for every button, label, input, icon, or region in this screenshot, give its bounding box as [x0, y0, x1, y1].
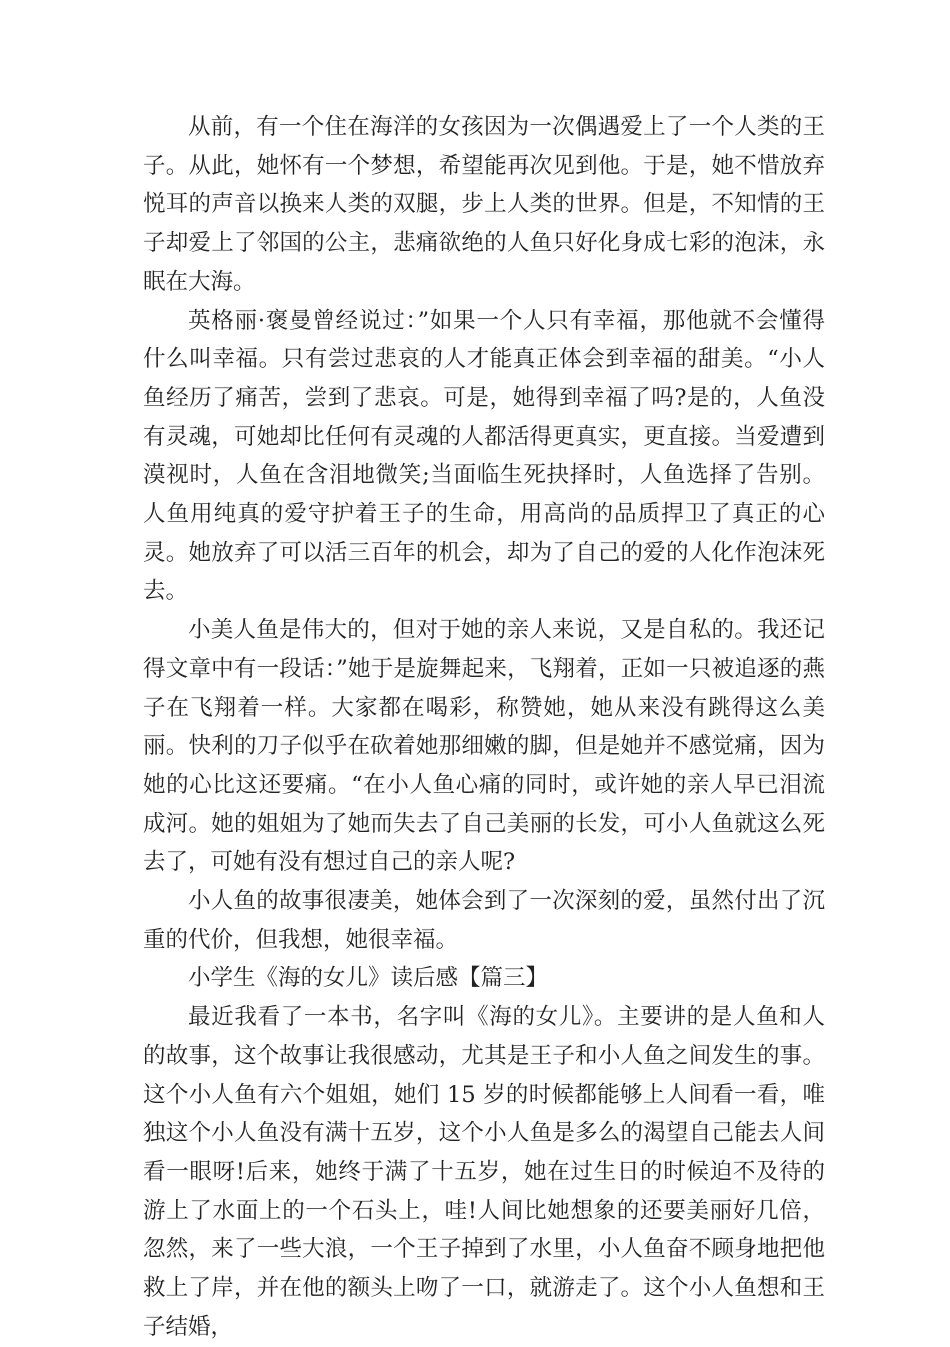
- paragraph-selfish-mermaid: 小美人鱼是伟大的，但对于她的亲人来说，又是自私的。我还记得文章中有一段话：”她于是旋舞起来，飞翔着，正如一只被追逐的燕子在飞翔着一样。大家都在喝彩，称赞她，她从来没有跳得这么美丽。快利的刀子似乎在砍着她那细嫩的脚，但是她并不感觉痛，因为她的心比这还要痛。“在小人鱼心痛的同时，或许她的亲人早已泪流成河。她的姐姐为了她而失去了自己美丽的长发，可小人鱼就这么死去了，可她有没有想过自己的亲人呢?: [143, 617, 825, 876]
- paragraph-conclusion: 小人鱼的故事很凄美，她体会到了一次深刻的爱，虽然付出了沉重的代价，但我想，她很幸福。: [143, 888, 825, 953]
- paragraph-part-three: 最近我看了一本书，名字叫《海的女儿》。主要讲的是人鱼和人的故事，这个故事让我很感动，尤其是王子和小人鱼之间发生的事。这个小人鱼有六个姐姐，她们 15 岁的时候都能够上人间看一看，唯独这个小人鱼没有满十五岁，这个小人鱼是多么的渴望自己能去人间看一眼呀!后来，她终于满了十五岁，她在过生日的时候迫不及待的游上了水面上的一个石头上，哇!人间比她想象的还要美丽好几倍，忽然，来了一些大浪，一个王子掉到了水里，小人鱼奋不顾身地把他救上了岸，并在他的额头上吻了一口，就游走了。这个小人鱼想和王子结婚，: [143, 1004, 825, 1340]
- article-body: [143, 108, 825, 1347]
- paragraph-mermaid-story: 从前，有一个住在海洋的女孩因为一次偶遇爱上了一个人类的王子。从此，她怀有一个梦想，希望能再次见到他。于是，她不惜放弃悦耳的声音以换来人类的双腿，步上人类的世界。但是，不知情的王子却爱上了邻国的公主，悲痛欲绝的人鱼只好化身成七彩的泡沫，永眠在大海。: [143, 114, 825, 295]
- section-heading: 小学生《海的女儿》读后感【篇三】: [188, 965, 549, 992]
- paragraph-ingrid-quote: 英格丽·褒曼曾经说过：”如果一个人只有幸福，那他就不会懂得什么叫幸福。只有尝过悲哀的人才能真正体会到幸福的甜美。“小人鱼经历了痛苦，尝到了悲哀。可是，她得到幸福了吗?是的，人鱼没有灵魂，可她却比任何有灵魂的人都活得更真实，更直接。当爱遭到漠视时，人鱼在含泪地微笑;当面临生死抉择时，人鱼选择了告别。人鱼用纯真的爱守护着王子的生命，用高尚的品质捍卫了真正的心灵。她放弃了可以活三百年的机会，却为了自己的爱的人化作泡沫死去。: [143, 307, 825, 605]
